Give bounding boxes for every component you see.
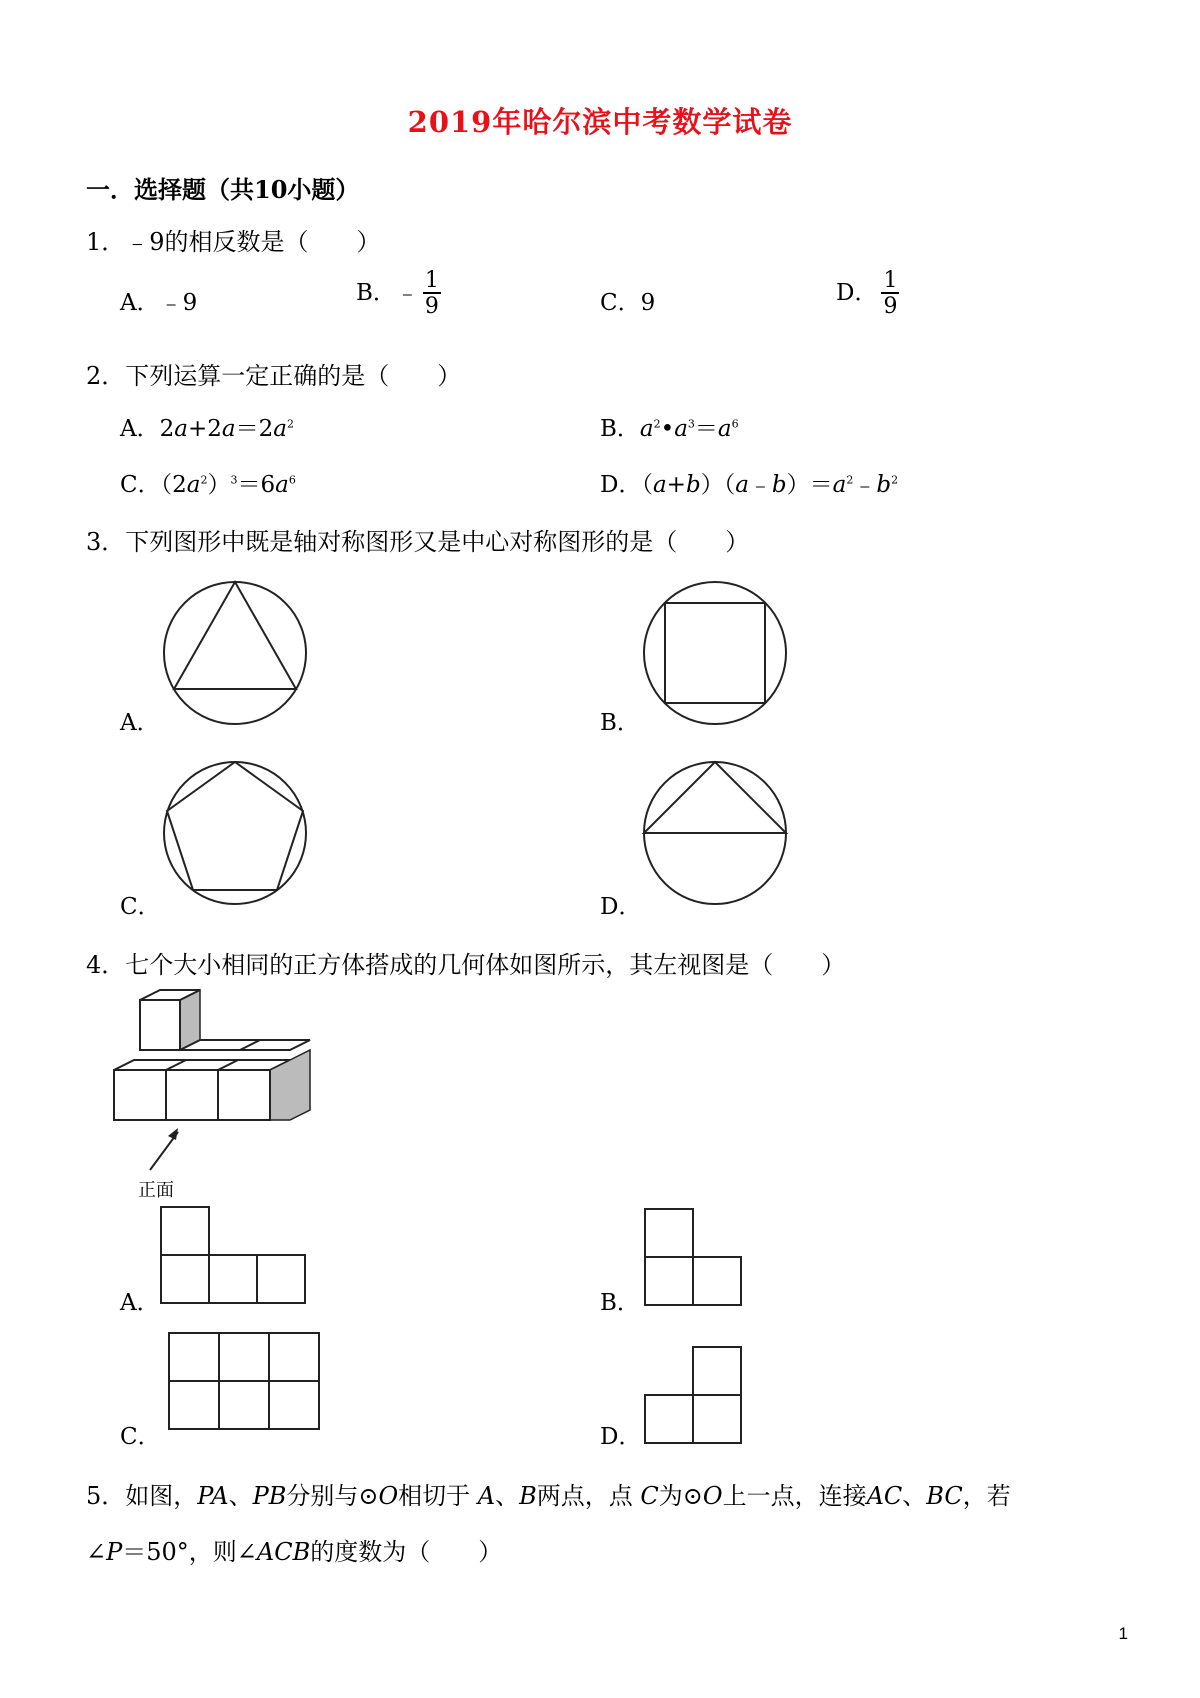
circle-pentagon-figure [160,758,310,908]
denominator: 9 [424,294,439,319]
circle-square-figure [640,578,790,728]
variable: a [221,416,236,442]
question-4-option-c: C． [120,1424,161,1450]
text: 两点，点 [536,1482,641,1510]
numerator: 1 [424,268,439,293]
front-row-top [114,1060,290,1070]
variable: a [735,472,749,498]
question-2-stem: 2．下列运算一定正确的是（ ） [86,362,462,390]
question-2-option-c [120,466,296,499]
text: ∠ [86,1538,107,1566]
variable: b [685,472,701,498]
variable: b [876,472,892,498]
front-view-label: 正面 [138,1180,174,1201]
exponent: 2 [286,417,294,431]
exponent: 6 [731,417,739,431]
front-cube-face [166,1070,218,1120]
exam-title: 2019年哈尔滨中考数学试卷 [407,105,793,139]
edge-line [240,1040,260,1050]
variable: a [652,472,667,498]
variable: BC [926,1482,963,1510]
variable: C [640,1482,659,1510]
page-number: 1 [1118,1624,1128,1643]
grid-cell [169,1381,219,1429]
variable: a [273,416,287,442]
text: ＝2 [235,416,274,442]
question-4-option-d: D． [600,1424,642,1450]
variable: a [674,416,688,442]
left-view-option-b-figure [644,1208,749,1308]
triangle-shape [174,582,296,689]
exponent: 6 [288,473,296,487]
option-label: D． [600,472,642,498]
question-1-option-b [356,270,441,318]
grid-cell [257,1255,305,1303]
option-label: A． [120,416,160,442]
question-3-option-c: C． [120,894,161,920]
text: • [660,416,675,442]
front-cube-face [218,1070,270,1120]
grid-cell [269,1333,319,1381]
circle-shape [164,582,306,724]
question-4-stem: 4．七个大小相同的正方体搭成的几何体如图所示，其左视图是（ ） [86,951,846,979]
variable: O [702,1482,723,1510]
grid-cell [219,1381,269,1429]
text: ，若 [962,1482,1011,1510]
grid-cell [209,1255,257,1303]
text: ﹣ [748,472,772,498]
text: ）＝ [786,472,833,498]
grid-cell [693,1395,741,1443]
exponent: 2 [891,473,899,487]
text: ﹣ [853,472,877,498]
left-view-option-a-figure [160,1206,315,1306]
grid-cell [269,1381,319,1429]
text: 为⊙ [658,1482,703,1510]
question-3-stem: 3．下列图形中既是轴对称图形又是中心对称图形的是（ ） [86,528,750,556]
variable: a [639,416,654,442]
question-3-option-b: B． [600,710,640,736]
grid-cell [693,1347,741,1395]
question-2-option-b [600,410,739,443]
numerator: 1 [883,268,898,293]
question-1-option-d [836,270,899,318]
text: 上一点，连接 [722,1482,867,1510]
variable: a [832,472,847,498]
variable: a [186,472,201,498]
text: 2 [159,416,175,442]
variable: P [106,1538,123,1566]
question-1-stem: 1．﹣9的相反数是（ ） [86,228,381,256]
left-view-option-c-figure [168,1332,328,1432]
variable: A [477,1482,496,1510]
arrow-head-icon [168,1128,178,1140]
text: 、 [228,1482,253,1510]
edge-line [166,1060,186,1070]
grid-cell [645,1257,693,1305]
circle-triangle-diameter-figure [640,758,790,908]
cube-front-face [140,1000,180,1050]
question-4-option-a: A． [120,1290,160,1316]
grid-cell [693,1257,741,1305]
option-label: B．﹣ [356,280,419,306]
variable: O [378,1482,399,1510]
question-4-option-b: B． [600,1290,640,1316]
text: （2 [160,472,187,498]
left-view-option-d-figure [644,1346,749,1446]
question-2-option-d [600,466,898,499]
denominator: 9 [883,294,898,319]
variable: PA [197,1482,229,1510]
variable: a [275,472,289,498]
text: ）（ [700,472,736,498]
section-heading: 一．选择题（共10小题） [86,175,360,204]
exponent: 2 [653,417,661,431]
fraction [423,270,441,318]
grid-cell [161,1255,209,1303]
text: ） [207,472,231,498]
grid-cell [219,1333,269,1381]
option-label: D． [836,280,878,306]
option-label: B． [600,416,640,442]
grid-cell [645,1209,693,1257]
grid-cell [169,1333,219,1381]
text: ＝50°，则∠ [122,1538,257,1566]
exponent: 3 [230,473,238,487]
exponent: 2 [200,473,208,487]
question-5-stem-line-2 [86,1532,502,1567]
circle-shape [164,762,306,904]
question-2-option-a [120,410,294,443]
variable: a [717,416,732,442]
variable: B [519,1482,537,1510]
text: 的度数为（ ） [310,1538,503,1566]
text: ＝ [694,416,718,442]
text: + [666,472,686,498]
front-cube-face [114,1070,166,1120]
text: （ [641,472,653,498]
variable: ACB [256,1538,311,1566]
grid-cell [161,1207,209,1255]
exponent: 3 [687,417,695,431]
grid-cell [645,1395,693,1443]
text: 5．如图， [86,1482,198,1510]
square-shape [665,603,765,703]
cube-stack-figure [110,990,310,1190]
triangle-shape [644,762,786,833]
variable: b [771,472,787,498]
question-3-option-d: D． [600,894,642,920]
text: 、 [902,1482,927,1510]
edge-line [218,1060,238,1070]
text: 、 [495,1482,520,1510]
question-5-stem-line-1 [86,1476,1011,1511]
variable: PB [252,1482,287,1510]
circle-triangle-figure [160,578,310,728]
text: 分别与⊙ [286,1482,379,1510]
exponent: 2 [846,473,854,487]
question-3-option-a: A． [120,710,160,736]
question-1-option-c: C．9 [600,290,656,316]
fraction [881,270,899,318]
variable: AC [866,1482,903,1510]
option-label: C． [120,472,161,498]
text: 相切于 [398,1482,478,1510]
question-1-option-a: A．﹣9 [120,290,198,316]
text: ＝6 [237,472,276,498]
text: +2 [187,416,222,442]
variable: a [174,416,188,442]
